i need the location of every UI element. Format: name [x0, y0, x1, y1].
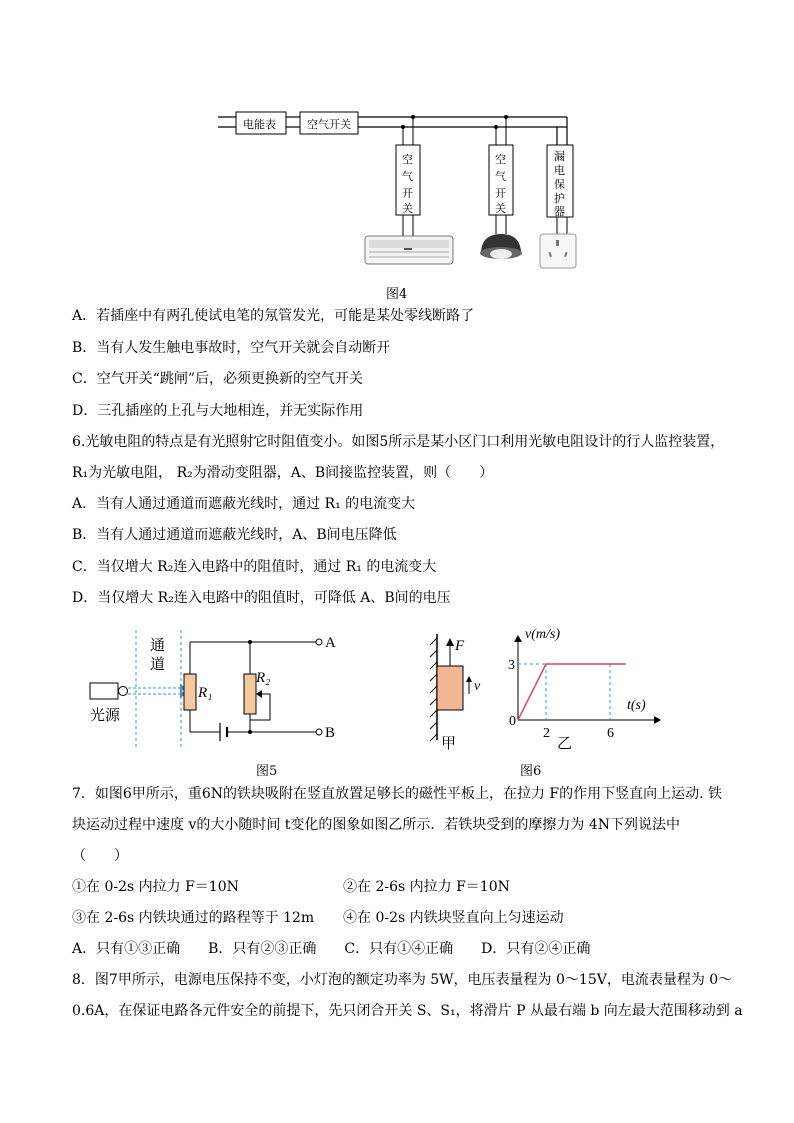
q7-statement-3: ③在 2-6s 内铁块通过的路程等于 12m: [72, 910, 315, 926]
branch-switch-1-char: 空: [402, 154, 413, 166]
r2-label: R₂: [256, 670, 271, 686]
figure-5-caption: 图5: [256, 764, 278, 779]
figure-6-caption: 图6: [520, 764, 542, 779]
figure-4-wiring-diagram: [0, 0, 794, 300]
branch-switch-1-char: 开: [402, 188, 413, 200]
q6-option-d: D．当仅增大 R₂连入电路中的阻值时，可降低 A、B间的电压: [72, 590, 451, 606]
q5-option-d: D．三孔插座的上孔与大地相连，并无实际作用: [72, 403, 364, 419]
channel-char: 道: [150, 657, 166, 673]
figure-5-circuit: [80, 622, 440, 762]
light-source-label: 光源: [90, 708, 121, 724]
q8-stem-line-1: 8．图7甲所示，电源电压保持不变，小灯泡的额定功率为 5W，电压表量程为 0～15V，电流表量程为 0～: [72, 972, 733, 988]
tick-x-6: 6: [607, 726, 614, 741]
branch-switch-2-char: 气: [495, 171, 506, 183]
q6-option-b: B．当有人通过通道而遮蔽光线时，A、B间电压降低: [72, 527, 397, 543]
tick-x-2: 2: [543, 726, 550, 741]
q8-stem-line-2: 0.6A，在保证电路各元件安全的前提下，先只闭合开关 S、S₁，将滑片 P 从最右端 b 向左最大范围移动到 a: [72, 1003, 743, 1019]
socket-icon: [540, 234, 576, 268]
terminal-b-label: B: [325, 725, 336, 741]
q5-option-c: C．空气开关“跳闸”后，必须更换新的空气开关: [72, 371, 364, 387]
q5-option-b: B．当有人发生触电事故时，空气开关就会自动断开: [72, 340, 391, 356]
branch-switch-1-char: 关: [402, 203, 413, 215]
x-axis-label: t(s): [627, 698, 646, 713]
tick-origin: 0: [509, 714, 516, 729]
q7-stem-line-1: 7．如图6甲所示，重6N的铁块吸附在竖直放置足够长的磁性平板上，在拉力 F的作用下竖直向上运动. 铁: [72, 786, 723, 802]
tick-y-3: 3: [508, 658, 515, 673]
light-source-icon: [90, 683, 128, 699]
y-axis-label: v(m/s): [525, 627, 560, 642]
q7-options: A．只有①③正确 B．只有②③正确 C．只有①④正确 D．只有②④正确: [72, 941, 591, 957]
label-yi: 乙: [557, 736, 573, 752]
r1-label: R₁: [198, 685, 213, 701]
leakage-char: 电: [554, 165, 565, 177]
leakage-char: 保: [554, 179, 565, 191]
resistor-r1: [184, 674, 196, 710]
q6-stem-line-1: 6.光敏电阻的特点是有光照射它时阻值变小。如图5所示是某小区门口利用光敏电阻设计的行人监控装置，: [72, 434, 725, 450]
q7-statement-4: ④在 0-2s 内铁块竖直向上匀速运动: [343, 910, 564, 926]
velocity-label: v: [474, 679, 481, 694]
q7-stem-line-2: 块运动过程中速度 v的大小随时间 t变化的图象如图乙所示．若铁块受到的摩擦力为 4N下列说法中: [72, 817, 681, 833]
air-conditioner-icon: [365, 236, 453, 264]
branch-switch-2-char: 关: [495, 203, 506, 215]
branch-switch-2-char: 开: [495, 188, 506, 200]
main-air-switch-label: 空气开关: [307, 119, 351, 131]
lamp-icon: [480, 234, 522, 259]
leakage-char: 漏: [554, 151, 565, 163]
q6-option-c: C．当仅增大 R₂连入电路中的阻值时，通过 R₁ 的电流变大: [72, 559, 437, 575]
q6-stem-line-2: R₁为光敏电阻， R₂为滑动变阻器，A、B间接监控装置，则（ ）: [72, 465, 494, 481]
iron-block: [437, 666, 463, 710]
figure-6: [415, 622, 675, 762]
q6-option-a: A．当有人通过通道而遮蔽光线时，通过 R₁ 的电流变大: [72, 496, 416, 512]
branch-switch-1-char: 气: [402, 171, 413, 183]
branch-switch-2-char: 空: [495, 154, 506, 166]
leakage-char: 器: [554, 206, 565, 218]
energy-meter-label: 电能表: [243, 119, 276, 131]
leakage-char: 护: [554, 193, 565, 205]
force-label: F: [455, 638, 465, 654]
figure-4-caption: 图4: [386, 287, 408, 302]
q7-statement-1: ①在 0-2s 内拉力 F＝10N: [72, 879, 239, 895]
q7-statement-2: ②在 2-6s 内拉力 F＝10N: [343, 879, 510, 895]
resistor-r2: [244, 674, 256, 714]
q5-option-a: A．若插座中有两孔使试电笔的氖管发光，可能是某处零线断路了: [72, 308, 475, 324]
channel-char: 通: [150, 638, 166, 654]
terminal-a-label: A: [325, 635, 336, 651]
label-jia: 甲: [441, 736, 457, 752]
q7-stem-line-3: （ ）: [72, 848, 128, 864]
